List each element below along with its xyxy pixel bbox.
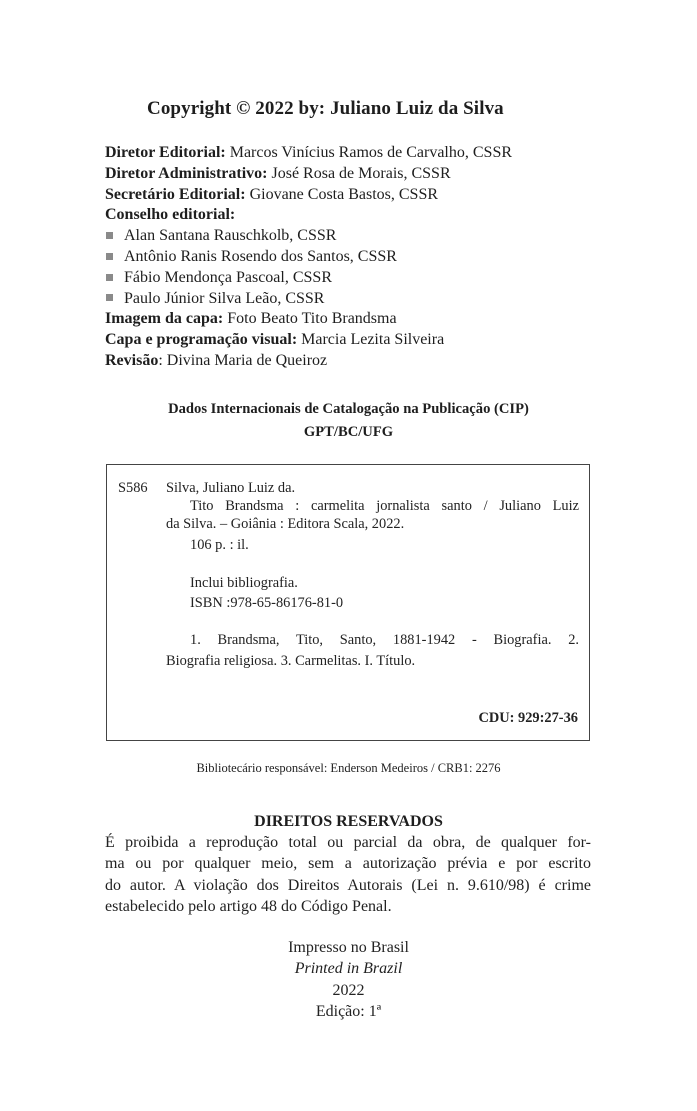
cip-author: Silva, Juliano Luiz da. [166, 480, 296, 496]
credit-review [105, 351, 605, 372]
cip-record-box [106, 464, 590, 741]
cip-title-line: da Silva. – Goiânia : Editora Scala, 2022. [166, 516, 405, 532]
credit-label: Secretário Editorial: [105, 185, 246, 203]
board-member: Fábio Mendonça Pascoal, CSSR [105, 268, 605, 289]
board-member: Antônio Ranis Rosendo dos Santos, CSSR [105, 247, 605, 268]
credit-cover-image [105, 309, 605, 330]
credit-value: Marcia Lezita Silveira [297, 331, 445, 349]
credit-cover-design [105, 330, 605, 351]
square-bullet-icon [106, 274, 113, 281]
board-member: Alan Santana Rauschkolb, CSSR [105, 226, 605, 247]
cip-bibliography: Inclui bibliografia. [190, 575, 298, 591]
librarian-credit: Bibliotecário responsável: Enderson Medeiros / CRB1: 2276 [196, 761, 501, 775]
cip-isbn: ISBN :978-65-86176-81-0 [190, 595, 344, 611]
copyright-line: Copyright © 2022 by: Juliano Luiz da Silva [147, 98, 504, 119]
cip-subjects-line: Biografia religiosa. 3. Carmelitas. I. Título. [166, 653, 416, 669]
credit-editorial-secretary [105, 185, 605, 206]
cip-heading: Dados Internacionais de Catalogação na Publicação (CIP) [168, 401, 529, 417]
credit-value: Giovane Costa Bastos, CSSR [245, 185, 439, 203]
imprint [0, 937, 697, 1022]
board-member: Paulo Júnior Silva Leão, CSSR [105, 289, 605, 310]
credit-value: Marcos Vinícius Ramos de Carvalho, CSSR [225, 144, 513, 161]
square-bullet-icon [106, 253, 113, 260]
rights-line: ma ou por qualquer meio, sem a autorização prévia e por escrito [105, 855, 591, 873]
credit-label: Diretor Editorial: [105, 144, 226, 161]
rights-line: estabelecido pelo artigo 48 do Código Penal. [105, 897, 392, 915]
credit-value: José Rosa de Morais, CSSR [267, 164, 451, 182]
editorial-credits [105, 143, 605, 372]
credit-admin-director [105, 164, 605, 185]
publication-year: 2022 [332, 981, 365, 999]
square-bullet-icon [106, 232, 113, 239]
credit-value: : Divina Maria de Queiroz [158, 351, 328, 369]
credit-value: Foto Beato Tito Brandsma [223, 310, 397, 328]
rights-line: É proibida a reprodução total ou parcial da obra, de qualquer for- [105, 834, 591, 851]
cip-title-line: Tito Brandsma : carmelita jornalista santo / Juliano Luiz [190, 498, 579, 514]
rights-title: DIREITOS RESERVADOS [254, 813, 443, 830]
printed-in-brazil: Printed in Brazil [294, 960, 403, 978]
credit-board-label: Conselho editorial: [105, 206, 236, 224]
cip-subjects-line: 1. Brandsma, Tito, Santo, 1881-1942 - Biografia. 2. [190, 632, 579, 648]
credit-label: Diretor Administrativo: [105, 164, 268, 182]
cip-cdu: CDU: 929:27-36 [478, 710, 578, 726]
printed-in-brasil: Impresso no Brasil [288, 939, 409, 956]
edition: Edição: 1ª [315, 1002, 382, 1020]
credit-label: Imagem da capa: [105, 310, 224, 328]
credit-editorial-director [105, 143, 605, 164]
credit-label: Revisão [105, 351, 159, 369]
cip-subheading: GPT/BC/UFG [303, 424, 394, 440]
cip-pages: 106 p. : il. [190, 537, 249, 553]
rights-line: do autor. A violação dos Direitos Autorais (Lei n. 9.610/98) é crime [105, 876, 591, 894]
cip-call-number: S586 [118, 480, 148, 496]
square-bullet-icon [106, 294, 113, 301]
rights-text [105, 832, 591, 917]
credit-label: Capa e programação visual: [105, 331, 298, 349]
